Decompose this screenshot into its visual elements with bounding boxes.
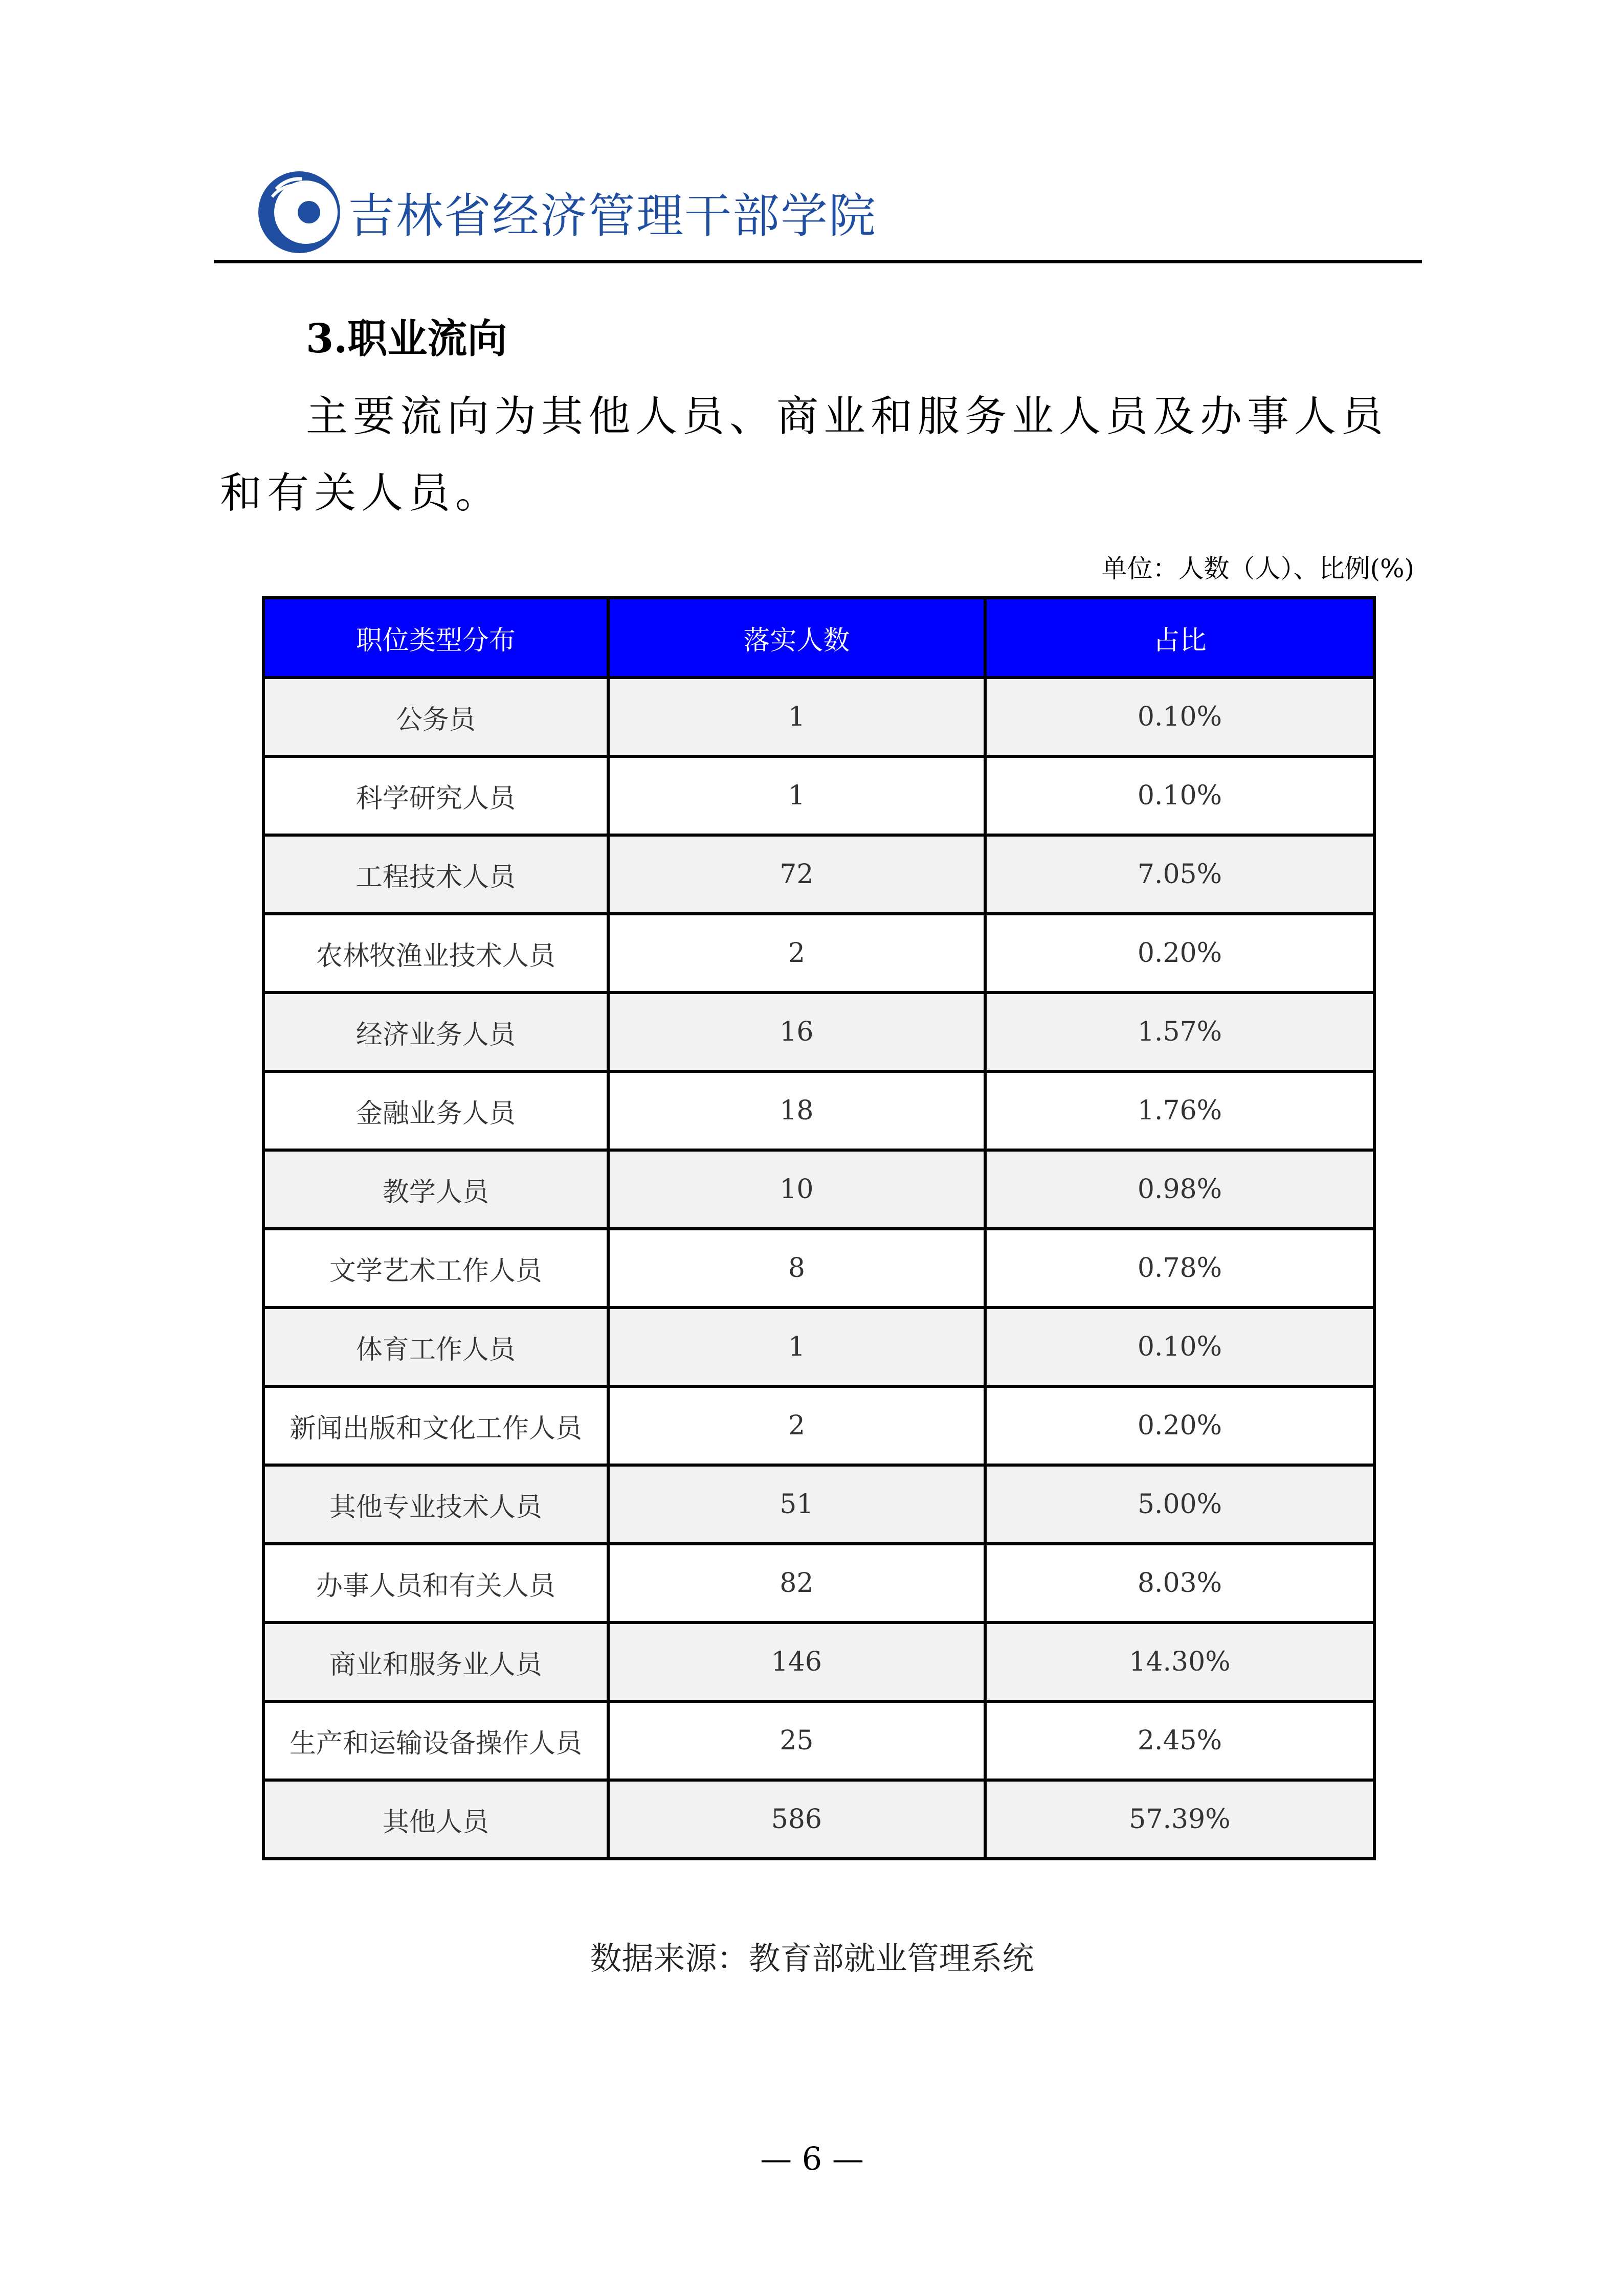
table-row — [263, 756, 1374, 835]
data-source: 数据来源：教育部就业管理系统 — [590, 1940, 1034, 1977]
table-cell-type: 商业和服务业人员 — [263, 1623, 608, 1701]
table-row — [263, 1071, 1374, 1150]
table-cell-share: 0.78% — [985, 1229, 1374, 1308]
table-cell-count: 1 — [608, 1308, 985, 1386]
page-number: — 6 — — [760, 2140, 864, 2177]
table-row — [263, 914, 1374, 993]
table-cell-share: 0.20% — [985, 1386, 1374, 1465]
table-row — [263, 678, 1374, 756]
table-cell-count: 146 — [608, 1623, 985, 1701]
table-cell-count: 2 — [608, 914, 985, 993]
table-cell-share: 0.10% — [985, 678, 1374, 756]
table-cell-share: 14.30% — [985, 1623, 1374, 1701]
table-cell-count: 25 — [608, 1701, 985, 1780]
table-cell-share: 7.05% — [985, 835, 1374, 914]
table-cell-count: 1 — [608, 756, 985, 835]
table-cell-count: 82 — [608, 1544, 985, 1623]
table-cell-type: 农林牧渔业技术人员 — [263, 914, 608, 993]
table-row — [263, 835, 1374, 914]
column-header: 占比 — [985, 598, 1374, 678]
table-cell-share: 2.45% — [985, 1701, 1374, 1780]
table-cell-type: 教学人员 — [263, 1150, 608, 1229]
table-cell-type: 办事人员和有关人员 — [263, 1544, 608, 1623]
table-cell-count: 1 — [608, 678, 985, 756]
table-cell-type: 新闻出版和文化工作人员 — [263, 1386, 608, 1465]
institution-name: 吉林省经济管理干部学院 — [348, 189, 877, 243]
table-cell-count: 51 — [608, 1465, 985, 1544]
table-header-row — [263, 598, 1374, 678]
table-row — [263, 1465, 1374, 1544]
table-cell-share: 1.57% — [985, 993, 1374, 1071]
table-cell-type: 公务员 — [263, 678, 608, 756]
table-cell-count: 10 — [608, 1150, 985, 1229]
table-cell-type: 其他专业技术人员 — [263, 1465, 608, 1544]
table-cell-share: 0.20% — [985, 914, 1374, 993]
table-cell-type: 科学研究人员 — [263, 756, 608, 835]
table-cell-count: 2 — [608, 1386, 985, 1465]
section-paragraph: 主要流向为其他人员、商业和服务业人员及办事人员和有关人员。 — [220, 392, 1389, 517]
table-cell-type: 生产和运输设备操作人员 — [263, 1701, 608, 1780]
table-cell-count: 18 — [608, 1071, 985, 1150]
table-row — [263, 1386, 1374, 1465]
table-row — [263, 1780, 1374, 1859]
table-cell-type: 其他人员 — [263, 1780, 608, 1859]
unit-note: 单位：人数（人）、比例(%) — [1101, 554, 1414, 583]
table-cell-share: 1.76% — [985, 1071, 1374, 1150]
table-row — [263, 1150, 1374, 1229]
table-cell-share: 5.00% — [985, 1465, 1374, 1544]
occupation-table — [262, 596, 1376, 1860]
table-cell-type: 金融业务人员 — [263, 1071, 608, 1150]
table-cell-count: 8 — [608, 1229, 985, 1308]
table-cell-share: 8.03% — [985, 1544, 1374, 1623]
institution-logo — [256, 169, 877, 256]
table-cell-type: 文学艺术工作人员 — [263, 1229, 608, 1308]
table-cell-share: 0.10% — [985, 756, 1374, 835]
table-cell-share: 57.39% — [985, 1780, 1374, 1859]
table-row — [263, 993, 1374, 1071]
column-header: 职位类型分布 — [263, 598, 608, 678]
table-cell-count: 72 — [608, 835, 985, 914]
table-row — [263, 1623, 1374, 1701]
table-cell-share: 0.98% — [985, 1150, 1374, 1229]
table-row — [263, 1544, 1374, 1623]
section-heading: 3.职业流向 — [306, 316, 507, 362]
header-divider — [214, 260, 1422, 263]
table-cell-share: 0.10% — [985, 1308, 1374, 1386]
table-row — [263, 1701, 1374, 1780]
table-cell-count: 16 — [608, 993, 985, 1071]
table-row — [263, 1229, 1374, 1308]
logo-mark-icon — [256, 169, 343, 256]
table-cell-type: 经济业务人员 — [263, 993, 608, 1071]
table-cell-count: 586 — [608, 1780, 985, 1859]
column-header: 落实人数 — [608, 598, 985, 678]
table-cell-type: 工程技术人员 — [263, 835, 608, 914]
table-row — [263, 1308, 1374, 1386]
table-cell-type: 体育工作人员 — [263, 1308, 608, 1386]
